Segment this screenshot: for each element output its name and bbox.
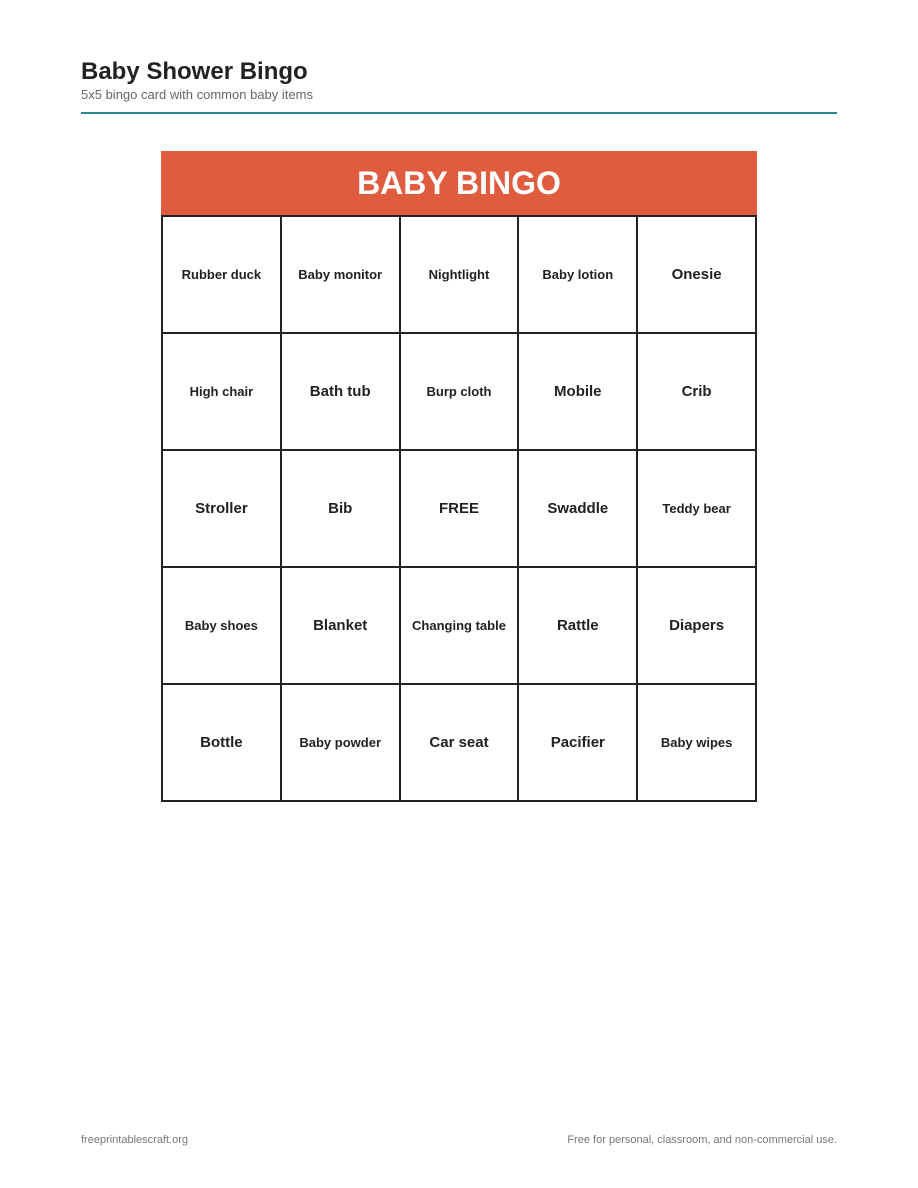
bingo-cell: Rattle [519, 568, 638, 685]
bingo-cell: Teddy bear [638, 451, 757, 568]
page-subtitle: 5x5 bingo card with common baby items [81, 87, 313, 102]
bingo-cell: Swaddle [519, 451, 638, 568]
bingo-cell: Onesie [638, 217, 757, 334]
bingo-cell: Nightlight [401, 217, 520, 334]
bingo-card [161, 151, 757, 802]
bingo-cell: Rubber duck [163, 217, 282, 334]
bingo-cell: Bottle [163, 685, 282, 802]
footer-site: freeprintablescraft.org [81, 1134, 188, 1146]
page-title: Baby Shower Bingo [81, 58, 308, 85]
bingo-cell: Baby powder [282, 685, 401, 802]
bingo-cell: Blanket [282, 568, 401, 685]
document-header [81, 57, 837, 103]
bingo-cell: Bib [282, 451, 401, 568]
bingo-cell: Mobile [519, 334, 638, 451]
footer-license: Free for personal, classroom, and non-commercial use. [567, 1134, 837, 1146]
bingo-cell: High chair [163, 334, 282, 451]
bingo-grid [161, 215, 757, 802]
bingo-cell: Baby shoes [163, 568, 282, 685]
bingo-cell: Baby lotion [519, 217, 638, 334]
bingo-cell: Stroller [163, 451, 282, 568]
bingo-cell: Burp cloth [401, 334, 520, 451]
bingo-banner: BABY BINGO [161, 151, 757, 215]
bingo-cell: Car seat [401, 685, 520, 802]
bingo-cell: Diapers [638, 568, 757, 685]
bingo-cell-free: FREE [401, 451, 520, 568]
bingo-cell: Crib [638, 334, 757, 451]
bingo-cell: Pacifier [519, 685, 638, 802]
header-divider [81, 112, 837, 114]
bingo-cell: Bath tub [282, 334, 401, 451]
bingo-cell: Baby monitor [282, 217, 401, 334]
bingo-cell: Baby wipes [638, 685, 757, 802]
bingo-cell: Changing table [401, 568, 520, 685]
